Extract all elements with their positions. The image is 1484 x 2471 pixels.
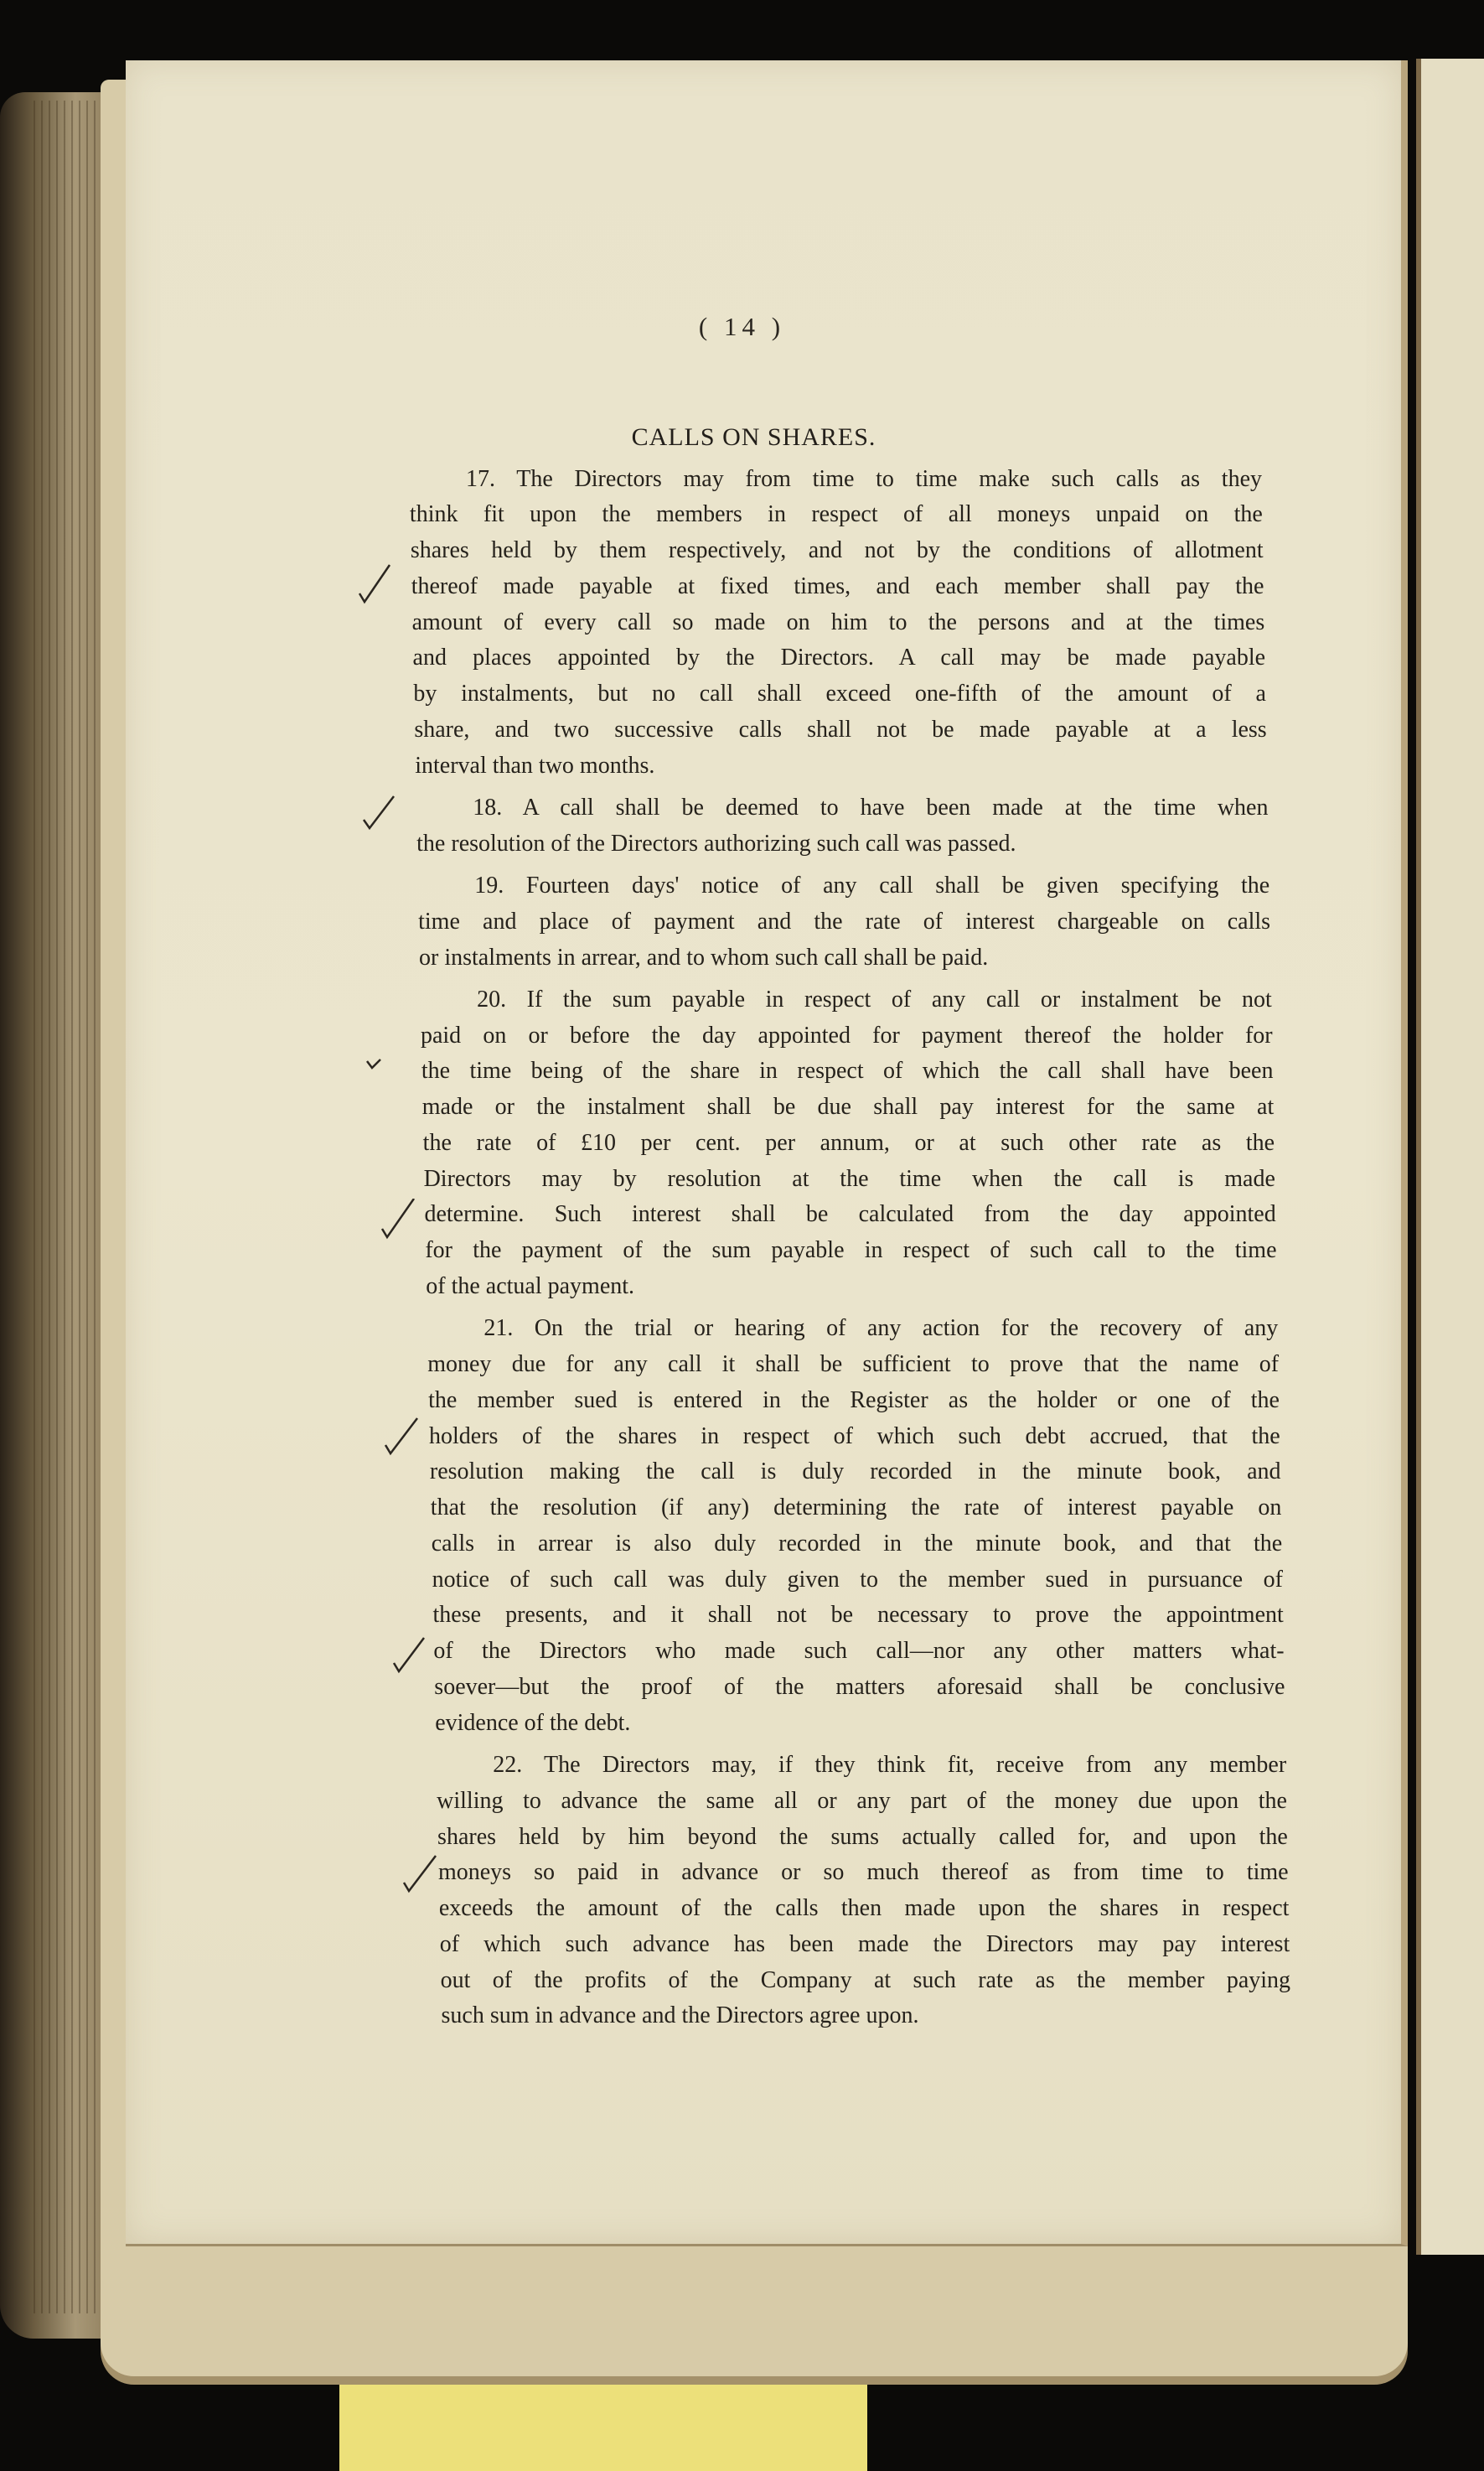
paragraph-22-line: shares held by him beyond the sums actually called for, and upon the xyxy=(437,1823,1288,1850)
paragraph-21-line: money due for any call it shall be sufficient to prove that the name of xyxy=(427,1351,1280,1378)
paragraph-17-line: share, and two successive calls shall not be made payable at a less xyxy=(414,716,1267,743)
paragraph-18-first-line: 18. A call shall be deemed to have been made at the time when xyxy=(473,794,1269,821)
paragraph-20-line: determine. Such interest shall be calculated from the day appointed xyxy=(424,1201,1276,1228)
paragraph-20-line: of the actual payment. xyxy=(426,1273,635,1300)
handwritten-check-mark xyxy=(382,1417,419,1458)
paragraph-17-line: thereof made payable at fixed times, and each member shall pay the xyxy=(411,572,1264,599)
handwritten-check-mark xyxy=(356,563,393,605)
paragraph-21-line: of the Directors who made such call—nor any other matters what- xyxy=(433,1638,1285,1665)
paragraph-21-line: holders of the shares in respect of which such debt accrued, that the xyxy=(429,1422,1280,1449)
paragraph-20-line: paid on or before the day appointed for payment thereof the holder for xyxy=(420,1022,1273,1049)
paragraph-19-first-line: 19. Fourteen days' notice of any call shall be given specifying the xyxy=(474,873,1270,899)
paragraph-21-line: notice of such call was duly given to the member sued in pursuance of xyxy=(432,1566,1283,1593)
paragraph-21-line: resolution making the call is duly recorded in the minute book, and xyxy=(429,1458,1281,1485)
section-title: CALLS ON SHARES. xyxy=(631,423,876,451)
paragraph-17-line: think fit upon the members in respect of all moneys unpaid on the xyxy=(409,501,1263,528)
paragraph-20-line: Directors may by resolution at the time when the call is made xyxy=(423,1165,1275,1192)
paragraph-19-line: or instalments in arrear, and to whom such call shall be paid. xyxy=(419,944,989,971)
paragraph-22-line: exceeds the amount of the calls then made upon the shares in respect xyxy=(438,1895,1290,1922)
paragraph-21-line: calls in arrear is also duly recorded in the minute book, and that the xyxy=(431,1530,1283,1557)
paragraph-21-line: that the resolution (if any) determining the rate of interest payable on xyxy=(430,1495,1282,1521)
handwritten-check-mark xyxy=(401,1854,437,1896)
paragraph-22-line: willing to advance the same all or any part of the money due upon the xyxy=(437,1787,1287,1814)
handwritten-check-mark xyxy=(360,791,397,833)
page-number: ( 14 ) xyxy=(698,312,786,341)
paragraph-22-line: out of the profits of the Company at such rate as the member paying xyxy=(440,1966,1291,1993)
paragraph-21-line: soever—but the proof of the matters aforesaid shall be conclusive xyxy=(434,1674,1285,1700)
paragraph-17-line: shares held by them respectively, and not by the conditions of allotment xyxy=(410,537,1264,564)
handwritten-check-mark xyxy=(390,1634,427,1676)
paragraph-18-line: the resolution of the Directors authorizing such call was passed. xyxy=(416,830,1016,857)
paragraph-22-first-line: 22. The Directors may, if they think fit, receive from any member xyxy=(493,1752,1287,1779)
paragraph-17-line: and places appointed by the Directors. A call may be made payable xyxy=(412,645,1266,671)
yellow-bookmark-slip xyxy=(339,2379,867,2471)
paragraph-21-line: the member sued is entered in the Register as the holder or one of the xyxy=(428,1386,1280,1413)
handwritten-check-mark xyxy=(362,1051,399,1093)
paragraph-21-line: these presents, and it shall not be necessary to prove the appointment xyxy=(432,1602,1284,1629)
paragraph-21-first-line: 21. On the trial or hearing of any action for the recovery of any xyxy=(483,1315,1279,1342)
paragraph-20-line: the time being of the share in respect of which the call shall have been xyxy=(421,1058,1274,1085)
paragraph-19-line: time and place of payment and the rate of interest chargeable on calls xyxy=(418,908,1271,935)
handwritten-check-mark xyxy=(379,1199,416,1241)
paragraph-22-line: such sum in advance and the Directors agree upon. xyxy=(441,2002,919,2029)
paragraph-22-line: of which such advance has been made the Directors may pay interest xyxy=(439,1930,1290,1957)
paragraph-20-line: made or the instalment shall be due shall pay interest for the same at xyxy=(421,1094,1275,1121)
paragraph-17-line: interval than two months. xyxy=(415,752,655,779)
paragraph-20-line: for the payment of the sum payable in respect of such call to the time xyxy=(425,1237,1277,1264)
paragraph-20-line: the rate of £10 per cent. per annum, or at such other rate as the xyxy=(422,1129,1275,1156)
paragraph-22-line: moneys so paid in advance or so much thereof as from time to time xyxy=(437,1859,1289,1886)
paragraph-21-line: evidence of the debt. xyxy=(435,1709,631,1736)
paragraph-17-line: amount of every call so made on him to the persons and at the times xyxy=(411,609,1265,635)
facing-page-edge xyxy=(1416,59,1484,2255)
paragraph-17-line: by instalments, but no call shall exceed one-fifth of the amount of a xyxy=(413,681,1266,707)
paragraph-17-first-line: 17. The Directors may from time to time make such calls as they xyxy=(466,465,1263,492)
paragraph-20-first-line: 20. If the sum payable in respect of any call or instalment be not xyxy=(477,986,1272,1013)
